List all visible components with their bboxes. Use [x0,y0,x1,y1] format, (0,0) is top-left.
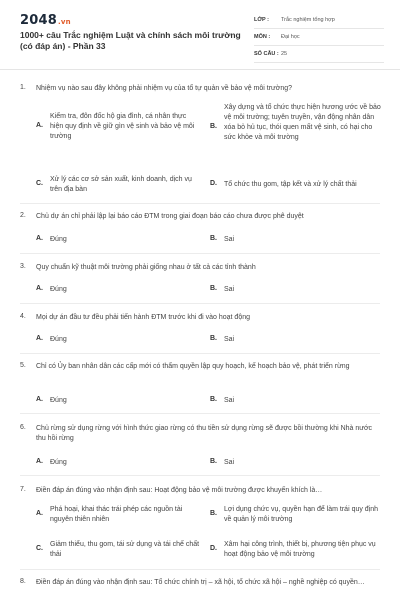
answer-text: Phá hoại, khai thác trái phép các nguồn tài nguyên thiên nhiên [50,506,183,523]
question-text: Chủ rừng sử dụng rừng với hình thức giao rừng có thu tiền sử dụng rừng sẽ được bồi thường khi Nhà nước thu hồi rừng [36,425,373,442]
answer-letter: D. [210,545,217,552]
answer-letter: A. [36,235,43,242]
answer-letter: A. [36,285,43,292]
answer-letter: C. [36,545,43,552]
answer-text: Đúng [50,236,67,243]
answer-option[interactable] [36,458,67,468]
meta-row-subject [254,29,384,46]
meta-value: Đại học [281,34,300,40]
page-title: 1000+ câu Trắc nghiệm Luật và chính sách môi trường (có đáp án) - Phần 33 [20,30,241,51]
answer-letter: B. [210,235,217,242]
answer-text: Sai [224,459,235,466]
answer-letter: B. [210,123,217,130]
answer-text: Sai [224,397,235,404]
answer-text: Tổ chức thu gom, tập kết và xử lý chất thải [224,181,357,188]
answer-option[interactable] [36,505,202,525]
question-text: Mọi dự án đầu tư đều phải tiến hành ĐTM trước khi đi vào hoạt động [36,314,250,321]
answer-text: Đúng [50,286,67,293]
question-separator [20,569,380,570]
answer-option[interactable] [36,285,67,295]
answer-option[interactable] [210,458,234,468]
answer-text: Lợi dụng chức vụ, quyền hạn để làm trái quy định về quản lý môi trường [224,506,379,523]
question-number: 5. [20,362,26,369]
answer-text: Xử lý các cơ sở sản xuất, kinh doanh, dịch vụ trên địa bàn [50,176,192,193]
answer-letter: A. [36,122,43,129]
answer-text: Sai [224,286,235,293]
answer-text: Kiểm tra, đôn đốc hộ gia đình, cá nhân thực hiện quy định về giữ gìn vệ sinh và bảo vệ môi trường [50,113,195,140]
answer-option[interactable] [210,396,234,406]
header [0,0,400,62]
answer-text: Sai [224,236,235,243]
question-separator [20,353,380,354]
question-text: Quy chuẩn kỹ thuật môi trường phải giống nhau ở tất cả các tỉnh thành [36,264,256,271]
answer-option[interactable] [210,180,382,190]
question-text: Nhiệm vụ nào sau đây không phải nhiệm vụ của tổ tự quản về bảo vệ môi trường? [36,85,293,92]
meta-info [254,12,384,63]
answer-letter: B. [210,458,217,465]
answer-letter: A. [36,510,43,517]
answer-option[interactable] [210,335,234,345]
answer-text: Xâm hại công trình, thiết bị, phương tiện phục vụ hoạt động bảo vệ môi trường [224,541,376,558]
question-separator [20,413,380,414]
answer-letter: B. [210,335,217,342]
question-text: Chủ dự án chỉ phải lập lại báo cáo ĐTM trong giai đoạn báo cáo chưa được phê duyệt [36,213,304,220]
answer-option[interactable] [210,540,382,560]
question-number: 6. [20,424,26,431]
answer-option[interactable] [36,540,202,560]
question-number: 3. [20,263,26,270]
answer-text: Xây dựng và tổ chức thực hiện hương ước về bảo vệ môi trường; tuyên truyền, vận động nhân dân xóa bỏ hủ tục, thói quen mất vệ sinh, có hại cho sức khỏe và môi trường [224,104,381,141]
answer-text: Đúng [50,336,67,343]
logo-suffix: .vn [57,18,71,26]
question-number: 4. [20,313,26,320]
question-number: 8. [20,578,26,585]
meta-value: Trắc nghiệm tổng hợp [281,17,335,23]
answer-option[interactable] [210,103,382,143]
answer-letter: B. [210,510,217,517]
question-separator [20,203,380,204]
question-number: 2. [20,212,26,219]
answer-option[interactable] [36,112,202,142]
meta-key: LỚP : [254,17,269,23]
answer-option[interactable] [36,335,67,345]
answer-letter: C. [36,180,43,187]
question-separator [20,475,380,476]
meta-key: SỐ CÂU : [254,51,279,57]
question-text: Chỉ có Ủy ban nhân dân các cấp mới có thẩm quyền lập quy hoạch, kế hoạch bảo vệ, phát triển rừng [36,363,350,370]
answer-letter: B. [210,285,217,292]
answer-option[interactable] [210,505,382,525]
question-separator [20,303,380,304]
answer-letter: A. [36,396,43,403]
answer-text: Sai [224,336,235,343]
meta-row-class [254,12,384,29]
answer-text: Giảm thiểu, thu gom, tái sử dụng và tái chế chất thải [50,541,200,558]
question-text: Điền đáp án đúng vào nhận định sau: Tổ chức chính trị – xã hội, tổ chức xã hội – nghề nghiệp có quyền… [36,579,365,586]
logo-main: 2048 [20,13,57,28]
question-text: Điền đáp án đúng vào nhận định sau: Hoạt động bảo vệ môi trường được khuyến khích là… [36,487,323,494]
header-divider [0,69,400,70]
answer-text: Đúng [50,397,67,404]
question-separator [20,253,380,254]
answer-letter: B. [210,396,217,403]
answer-option[interactable] [36,235,67,245]
answer-option[interactable] [210,235,234,245]
answer-option[interactable] [36,396,67,406]
meta-key: MÔN : [254,34,271,40]
answer-letter: A. [36,458,43,465]
meta-row-count [254,46,384,63]
answer-letter: D. [210,180,217,187]
answer-letter: A. [36,335,43,342]
meta-value: 25 [281,51,288,57]
answer-text: Đúng [50,459,67,466]
question-number: 1. [20,84,26,91]
site-logo[interactable] [20,13,71,28]
question-number: 7. [20,486,26,493]
answer-option[interactable] [210,285,234,295]
answer-option[interactable] [36,175,202,195]
